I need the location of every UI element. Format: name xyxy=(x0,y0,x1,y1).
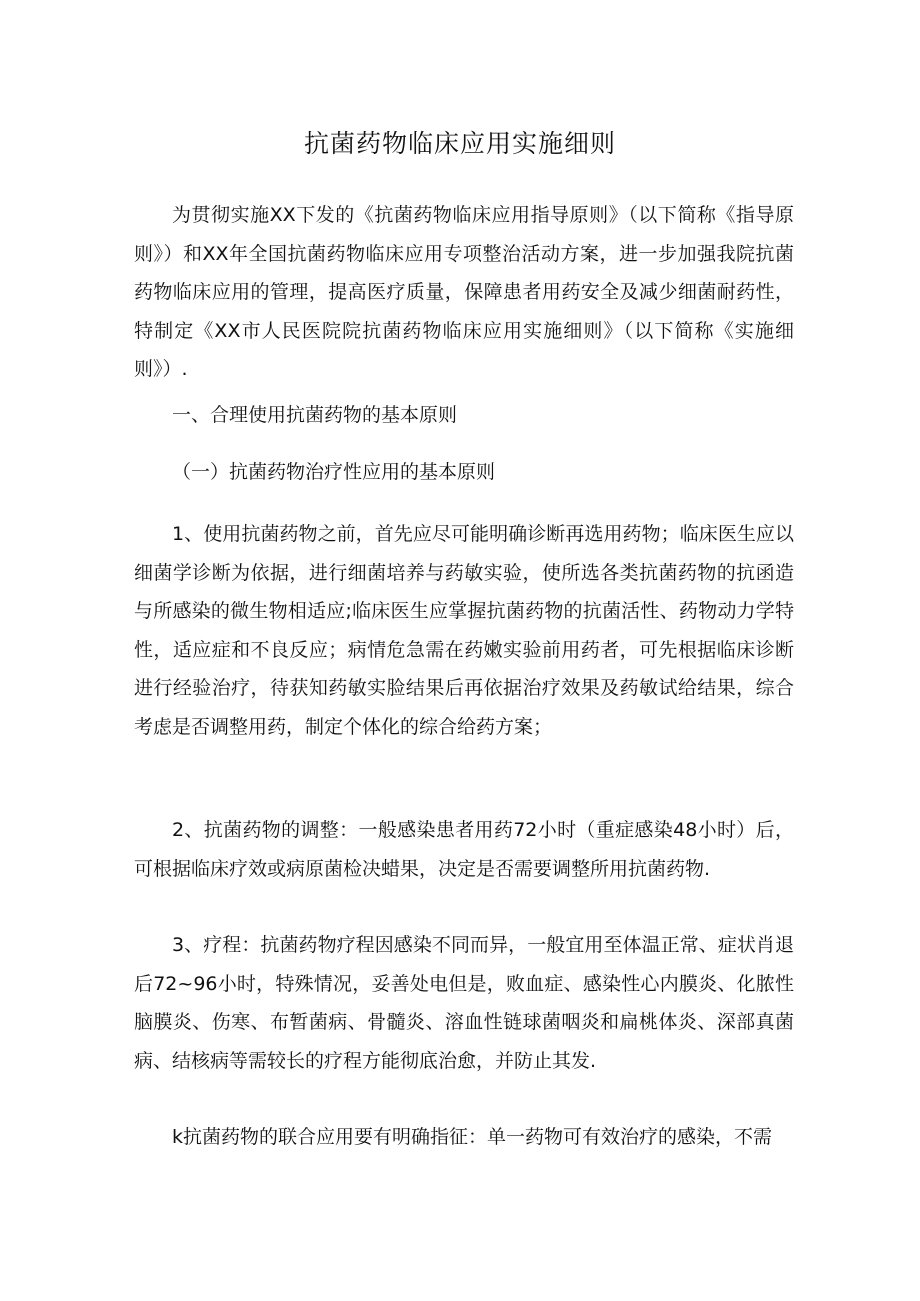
document-title: 抗菌药物临床应用实施细则 xyxy=(303,129,616,158)
item-2-paragraph: 2、抗菌药物的调整：一般感染患者用药72小时（重症感染48小时）后，可根据临床疗效或病原菌检决蜡果，决定是否需要调整所用抗菌药物. xyxy=(134,819,794,880)
section-heading: 一、合理使用抗菌药物的基本原则 xyxy=(172,404,458,426)
item-1-paragraph: 1、使用抗菌药物之前，首先应尽可能明确诊断再选用药物；临床医生应以细菌学诊断为依据，进行细菌培养与药敏实验，使所选各类抗菌药物的抗函造与所感染的微生物相适应;临床医生应掌握抗菌药物的抗菌活性、药物动力学特性，适应症和不良反应；病情危急需在药嫩实验前用药者，可先根据临床诊断进行经验治疗，待获知药敏实脸结果后再依据治疗效果及药敏试给结果，综合考虑是否调整用药，制定个体化的综合给药方案； xyxy=(134,523,794,738)
intro-paragraph: 为贯彻实施XX下发的《抗菌药物临床应用指导原则》（以下简称《指导原则》）和XX年全国抗菌药物临床应用专项整治活动方案，进一步加强我院抗菌药物临床应用的管理，提高医疗质量，保障患者用药安全及减少细菌耐药性，特制定《XX市人民医院院抗菌药物临床应用实施细则》（以下简称《实施细则》）. xyxy=(134,204,794,380)
item-4-paragraph: k抗菌药物的联合应用要有明确指征：单一药物可有效治疗的感染，不需 xyxy=(172,1126,773,1148)
item-3-paragraph: 3、疗程：抗菌药物疗程因感染不同而异，一般宜用至体温正常、症状肖退后72~96小时，特殊情况，妥善处电但是，败血症、感染性心内膜炎、化脓性脑膜炎、伤寒、布暂菌病、骨髓炎、溶血性链球菌咽炎和扁桃体炎、深部真菌病、结核病等需较长的疗程方能彻底治愈，并防止其发. xyxy=(134,934,794,1072)
subsection-heading: （一）抗菌药物治疗性应用的基本原则 xyxy=(172,461,496,483)
